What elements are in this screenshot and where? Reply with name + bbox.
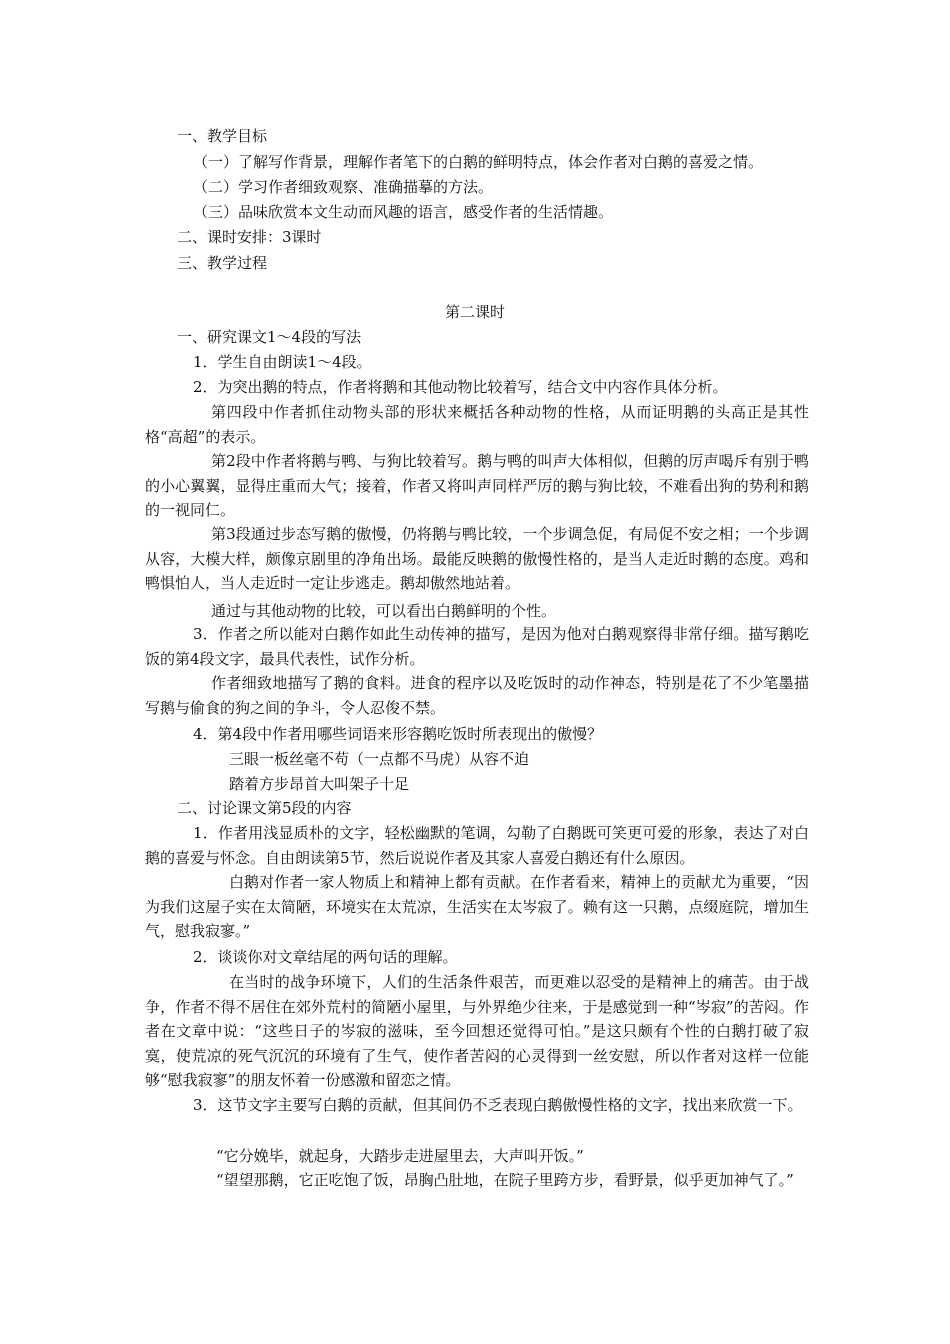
paragraph-voice-compare: 第2段中作者将鹅与鸭、与狗比较着写。鹅与鸭的叫声大体相似，但鹅的厉声喝斥有别于鸭的小心翼翼，显得庄重而大气；接着，作者又将叫声同样严厉的鹅与狗比较，不难看出狗的势利和鹅的一视同仁。 bbox=[145, 452, 809, 519]
item-2-2: 2．谈谈你对文章结尾的两句话的理解。 bbox=[193, 948, 458, 966]
item-1-4: 4．第4段中作者用哪些词语来形容鹅吃饭时所表现出的傲慢？ bbox=[193, 725, 603, 743]
goal-item-1: （一）了解写作背景，理解作者笔下的白鹅的鲜明特点，体会作者对白鹅的喜爱之情。 bbox=[193, 153, 764, 171]
goal-item-2: （二）学习作者细致观察、准确描摹的方法。 bbox=[193, 178, 494, 196]
paragraph-summary: 通过与其他动物的比较，可以看出白鹅鲜明的个性。 bbox=[211, 602, 557, 620]
answer-words-2: 踏着方步昂首大叫架子十足 bbox=[229, 775, 410, 793]
subsection-heading-1: 一、研究课文1～4段的写法 bbox=[177, 328, 362, 346]
paragraph-head-shape: 第四段中作者抓住动物头部的形状来概括各种动物的性格，从而证明鹅的头高正是其性格“高超”的表示。 bbox=[145, 403, 809, 446]
paragraph-gait-compare: 第3段通过步态写鹅的傲慢，仍将鹅与鸭比较，一个步调急促，有局促不安之相；一个步调从容，大模大样，颇像京剧里的净角出场。最能反映鹅的傲慢性格的，是当人走近时鹅的态度。鸡和鸭惧怕人，当人走近时一定让步逃走。鹅却傲然地站着。 bbox=[145, 525, 809, 592]
quote-1: “它分娩毕，就起身，大踏步走进屋里去，大声叫开饭。” bbox=[216, 1147, 584, 1165]
goal-item-3: （三）品味欣赏本文生动而风趣的语言，感受作者的生活情趣。 bbox=[193, 203, 614, 221]
paragraph-ending-analysis: 在当时的战争环境下，人们的生活条件艰苦，而更难以忍受的是精神上的痛苦。由于战争，作者不得不居住在郊外荒村的简陋小屋里，与外界绝少往来，于是感觉到一种“岑寂”的苦闷。作者在文章中说：“这些日子的岑寂的滋味，至今回想还觉得可怕。”是这只颇有个性的白鹅打破了寂寞，使荒凉的死气沉沉的环境有了生气，使作者苦闷的心灵得到一丝安慰，所以作者对这样一位能够“慰我寂寥”的朋友怀着一份感激和留恋之情。 bbox=[145, 973, 809, 1089]
section-heading-process: 三、教学过程 bbox=[177, 254, 268, 272]
quote-2: “望望那鹅，它正吃饱了饭，昂胸凸肚地，在院子里跨方步，看野景，似乎更加神气了。” bbox=[216, 1171, 794, 1189]
section-heading-schedule: 二、课时安排：3课时 bbox=[177, 228, 322, 246]
paragraph-eating-analysis: 作者细致地描写了鹅的食料。进食的程序以及吃饭时的动作神态，特别是花了不少笔墨描写鹅与偷食的狗之间的争斗，令人忍俊不禁。 bbox=[145, 674, 809, 717]
subsection-heading-2: 二、讨论课文第5段的内容 bbox=[177, 799, 352, 817]
item-2-1: 1．作者用浅显质朴的文字，轻松幽默的笔调，勾勒了白鹅既可笑更可爱的形象，表达了对白鹅的喜爱与怀念。自由朗读第5节，然后说说作者及其家人喜爱白鹅还有什么原因。 bbox=[145, 824, 809, 867]
item-1-2: 2．为突出鹅的特点，作者将鹅和其他动物比较着写，结合文中内容作具体分析。 bbox=[193, 378, 728, 396]
item-1-3: 3．作者之所以能对白鹅作如此生动传神的描写，是因为他对白鹅观察得非常仔细。描写鹅吃饭的第4段文字，最具代表性，试作分析。 bbox=[145, 625, 809, 668]
answer-words-1: 三眼一板丝毫不苟（一点都不马虎）从容不迫 bbox=[229, 750, 530, 768]
lesson-title: 第二课时 bbox=[444, 303, 505, 321]
paragraph-contribution: 白鹅对作者一家人物质上和精神上都有贡献。在作者看来，精神上的贡献尤为重要，“因为我们这屋子实在太简陋，环境实在太荒凉，生活实在太岑寂了。赖有这一只鹅，点缀庭院，增加生气，慰我寂寥。” bbox=[145, 873, 809, 940]
item-2-3: 3．这节文字主要写白鹅的贡献，但其间仍不乏表现白鹅傲慢性格的文字，找出来欣赏一下。 bbox=[193, 1096, 803, 1114]
section-heading-goals: 一、教学目标 bbox=[177, 127, 268, 145]
item-1-1: 1．学生自由朗读1～4段。 bbox=[193, 353, 372, 371]
